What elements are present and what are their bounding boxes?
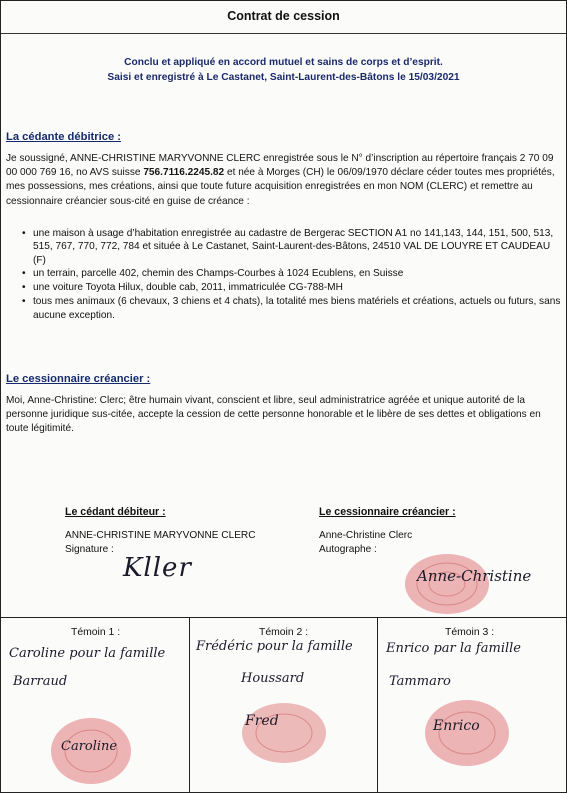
left-signature-name: ANNE-CHRISTINE MARYVONNE CLERC [65,530,256,541]
witness-2-hand-line-1: Frédéric pour la famille [196,639,353,654]
cedante-heading: La cédante débitrice : [6,131,122,143]
witness-divider-2 [377,617,378,792]
list-item: • tous mes animaux (6 chevaux, 3 chiens et 4 chats), la totalité mes biens matériels et créations, actuels ou futurs, sans aucune exception. [22,295,562,322]
left-handwritten-signature: Kller [123,553,192,583]
witness-top-divider [1,617,566,618]
cessionnaire-heading: Le cessionnaire créancier : [6,373,151,385]
witness-2-signature: Fred [245,713,279,729]
asset-list [22,227,562,322]
witness-divider-1 [189,617,190,792]
left-signature-label: Signature : [65,544,114,555]
right-handwritten-signature: Anne-Christine [417,567,532,585]
witness-2-fingerprint [234,699,334,771]
witness-1-signature: Caroline [61,739,118,754]
avs-number: 756.7116.2245.82 [143,167,225,179]
witness-1-hand-line-2: Barraud [13,674,68,689]
cessionnaire-paragraph: Moi, Anne-Christine: Clerc; être humain vivant, conscient et libre, seul administratrice agréée et unique autorité de la personne juridique sus-citée, accepte la cession de cette personne honorable et le libère de ses dettes et obligations en toute légitimité. [6,395,541,435]
left-signature-heading: Le cédant débiteur : [65,506,166,518]
witness-3-hand-line-1: Enrico par la famille [386,641,521,656]
witness-3-hand-line-2: Tammaro [389,674,451,689]
witness-3-label: Témoin 3 : [445,627,495,638]
subtitle-line-2: Saisi et enregistré à Le Castanet, Saint-Laurent-des-Bâtons le 15/03/2021 [107,72,460,83]
subtitle-line-1: Conclu et appliqué en accord mutuel et sains de corps et d’esprit. [124,57,443,68]
cedante-text-start: Je soussigné, ANNE-CHRISTINE MARYVONNE CLERC enregistrée sous le N° d’inscription au répertoire français 2 70 09 00 000 769 16, no AVS suisse [6,153,554,179]
witness-1-hand-line-1: Caroline pour la famille [9,646,166,661]
list-item: • une voiture Toyota Hilux, double cab, 2011, immatriculée CG-788-MH [22,281,562,294]
cedante-paragraph [6,152,562,209]
title-divider [1,33,566,34]
list-item: • une maison à usage d’habitation enregistrée au cadastre de Bergerac SECTION A1 no 141,143, 144, 151, 500, 513, 515, 767, 770, 772, 784 et située à Le Castanet, Saint-Laurent-des-Bâtons, 24510 VAL DE LOUYRE ET CAUDEAU (F) [22,227,562,267]
list-item: • un terrain, parcelle 402, chemin des Champs-Courbes à 1024 Ecublens, en Suisse [22,267,562,280]
cedante-text-end: et née à Morges (CH) le 06/09/1970 déclare céder toutes mes propriétés, mes possessions, mes créations, ainsi que toute future acquisition enregistrées en mon NOM (CLERC) et remettre au cessionnaire créancier sous-cité en guise de créance : [6,167,555,207]
witness-1-label: Témoin 1 : [71,627,121,638]
right-signature-name: Anne-Christine Clerc [319,530,413,541]
witness-2-label: Témoin 2 : [259,627,309,638]
right-signature-heading: Le cessionnaire créancier : [319,506,456,518]
right-signature-label: Autographe : [319,544,377,555]
witness-3-signature: Enrico [433,718,480,734]
document-title: Contrat de cession [227,9,340,23]
witness-2-hand-line-2: Houssard [241,671,305,686]
